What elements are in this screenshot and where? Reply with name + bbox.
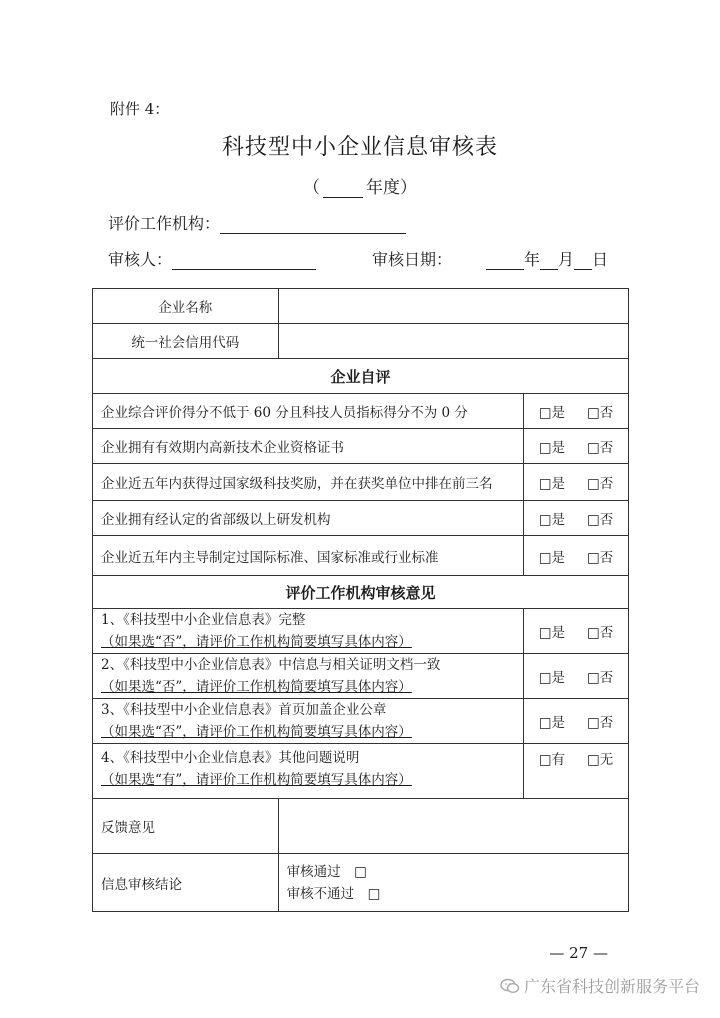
yes-no-options: [524, 609, 629, 654]
date-month-line[interactable]: [540, 251, 558, 270]
no-checkbox[interactable]: □否: [587, 512, 614, 528]
yes-checkbox[interactable]: □是: [538, 476, 566, 492]
yes-checkbox[interactable]: □是: [538, 549, 566, 566]
self-eval-row: [93, 394, 629, 429]
review-item-note: （如果选“否”，请评价工作机构简要填写具体内容）: [101, 634, 412, 650]
self-eval-title: 企业自评: [93, 359, 629, 394]
yes-checkbox[interactable]: □是: [538, 405, 566, 421]
org-label: 评价工作机构：: [108, 214, 221, 233]
company-name-cell[interactable]: [278, 289, 628, 324]
review-item: [93, 654, 524, 699]
reviewer-label: 审核人：: [108, 250, 173, 269]
no-checkbox[interactable]: □否: [587, 715, 614, 731]
has-checkbox[interactable]: □有: [538, 752, 566, 768]
review-row: [93, 654, 629, 699]
review-row: [93, 699, 629, 744]
self-eval-item: 企业综合评价得分不低于 60 分且科技人员指标得分不为 0 分: [93, 394, 524, 429]
review-item-text: 2、《科技型中小企业信息表》中信息与相关证明文档一致: [101, 657, 441, 673]
conclusion-row: [93, 854, 629, 912]
org-field: [108, 211, 406, 234]
date-day-line[interactable]: [574, 251, 592, 270]
review-item-note: （如果选“有”，请评价工作机构简要填写具体内容）: [101, 772, 412, 788]
pass-checkbox[interactable]: 审核通过 □: [286, 863, 367, 880]
yes-no-options: [524, 394, 629, 429]
review-item: [93, 699, 524, 744]
feedback-label: 反馈意见: [93, 799, 279, 854]
feedback-cell[interactable]: [278, 799, 628, 854]
page-number: — 27 —: [549, 944, 608, 962]
no-checkbox[interactable]: □否: [587, 405, 614, 421]
self-eval-item: 企业近五年内获得过国家级科技奖励，并在获奖单位中排在前三名: [93, 464, 524, 501]
yes-no-options: [524, 654, 629, 699]
conclusion-label: 信息审核结论: [93, 854, 279, 912]
no-checkbox[interactable]: □否: [587, 625, 614, 641]
year-blank[interactable]: [323, 179, 363, 198]
year-open: （: [303, 178, 320, 198]
attachment-label: 附件 4：: [110, 100, 170, 118]
date-month: 月: [558, 250, 575, 269]
company-name-label: 企业名称: [93, 289, 279, 324]
conclusion-options: [278, 854, 628, 912]
date-year-line[interactable]: [486, 251, 524, 270]
yes-checkbox[interactable]: □是: [538, 512, 566, 528]
self-eval-item: 企业拥有经认定的省部级以上研发机构: [93, 501, 524, 536]
reviewer-field: [108, 247, 316, 270]
self-eval-row: [93, 464, 629, 501]
yes-no-options: [524, 699, 629, 744]
wechat-icon: [500, 978, 520, 994]
company-name-row: [93, 289, 629, 324]
date-day: 日: [592, 250, 609, 269]
yes-checkbox[interactable]: □是: [538, 715, 566, 731]
credit-code-label: 统一社会信用代码: [93, 324, 279, 359]
review-form-table: [92, 288, 629, 912]
self-eval-row: [93, 429, 629, 464]
yes-no-options: [524, 464, 629, 501]
no-checkbox[interactable]: □否: [587, 476, 614, 492]
no-checkbox[interactable]: □否: [587, 440, 614, 456]
review-item-text: 1、《科技型中小企业信息表》完整: [101, 612, 306, 628]
yes-checkbox[interactable]: □是: [538, 670, 566, 686]
review-item: [93, 744, 524, 799]
review-row: [93, 609, 629, 654]
watermark-text: 广东省科技创新服务平台: [523, 977, 700, 996]
review-title: 评价工作机构审核意见: [93, 576, 629, 609]
year-close: 年度）: [366, 178, 417, 198]
review-item-text: 4、《科技型中小企业信息表》其他问题说明: [101, 750, 360, 766]
review-item: [93, 609, 524, 654]
credit-code-cell[interactable]: [278, 324, 628, 359]
yes-no-options: [524, 536, 629, 576]
has-none-options: [524, 744, 629, 799]
none-checkbox[interactable]: □无: [587, 752, 614, 768]
self-eval-row: [93, 501, 629, 536]
yes-checkbox[interactable]: □是: [538, 440, 566, 456]
self-eval-row: [93, 536, 629, 576]
review-item-note: （如果选“否”，请评价工作机构简要填写具体内容）: [101, 724, 412, 740]
yes-no-options: [524, 501, 629, 536]
review-item-note: （如果选“否”，请评价工作机构简要填写具体内容）: [101, 679, 412, 695]
no-checkbox[interactable]: □否: [587, 670, 614, 686]
self-eval-header-row: [93, 359, 629, 394]
review-header-row: [93, 576, 629, 609]
yes-checkbox[interactable]: □是: [538, 625, 566, 641]
fail-checkbox[interactable]: 审核不通过 □: [286, 885, 381, 902]
date-label: 审核日期：: [372, 250, 453, 269]
org-input-line[interactable]: [220, 215, 406, 234]
watermark: [500, 974, 700, 997]
credit-code-row: [93, 324, 629, 359]
self-eval-item: 企业拥有有效期内高新技术企业资格证书: [93, 429, 524, 464]
feedback-row: [93, 799, 629, 854]
review-item-text: 3、《科技型中小企业信息表》首页加盖企业公章: [101, 702, 387, 718]
self-eval-item: 企业近五年内主导制定过国际标准、国家标准或行业标准: [93, 536, 524, 576]
reviewer-input-line[interactable]: [172, 251, 316, 270]
year-line: [0, 173, 720, 198]
no-checkbox[interactable]: □否: [587, 549, 614, 566]
yes-no-options: [524, 429, 629, 464]
review-row: [93, 744, 629, 799]
date-field: [372, 247, 608, 270]
date-year: 年: [524, 250, 541, 269]
page-title: 科技型中小企业信息审核表: [221, 135, 498, 160]
